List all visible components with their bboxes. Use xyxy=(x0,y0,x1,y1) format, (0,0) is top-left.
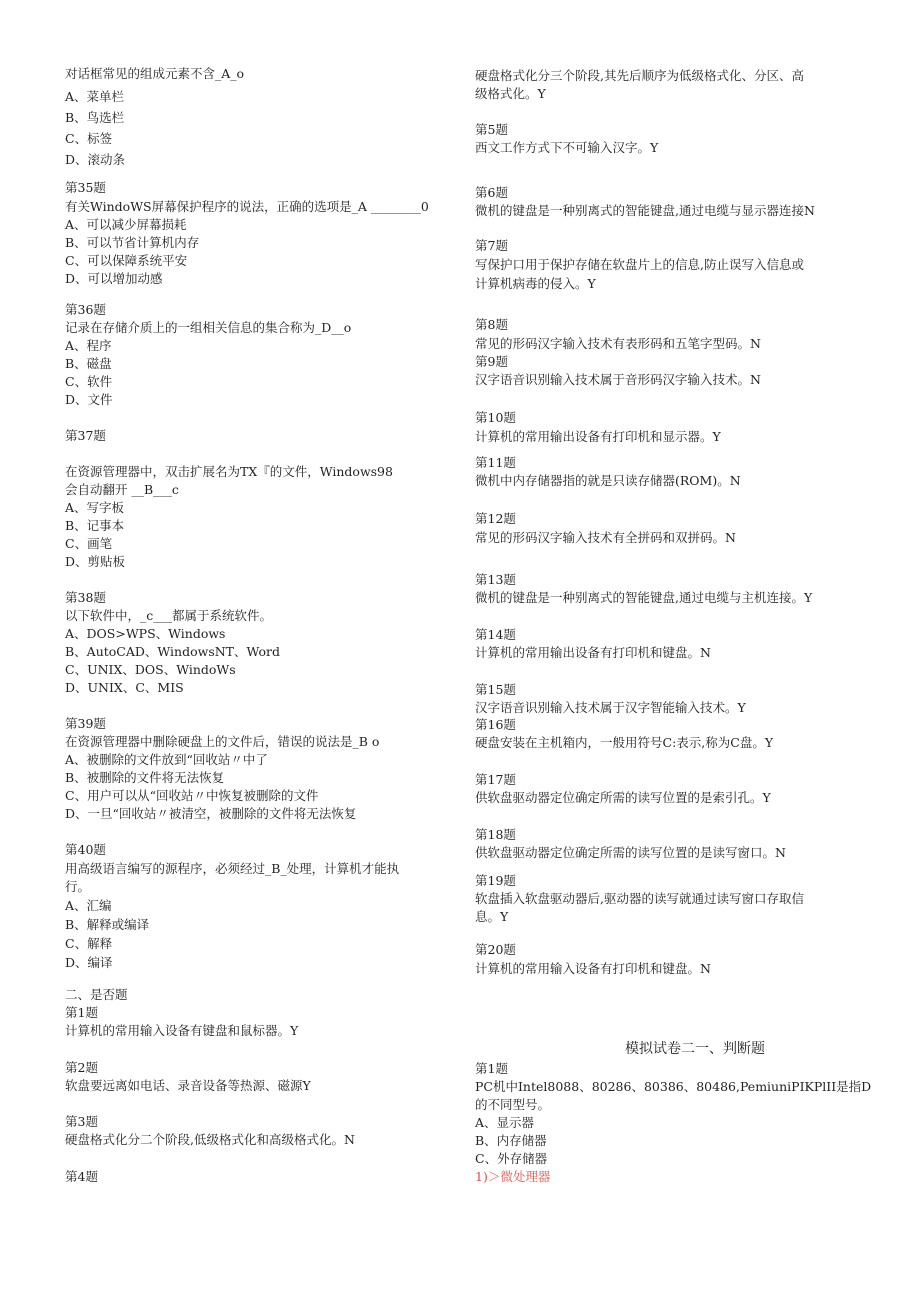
option-b: B、鸟选栏 xyxy=(65,110,125,125)
option-d: 1)＞微处理器 xyxy=(475,1169,551,1184)
question-stem: 有关WindoWS屏幕保护程序的说法，正确的选项是_A ________0 xyxy=(65,199,429,214)
question-stem: 用高级语言编写的源程序，必须经过_B_处理，计算机才能执 xyxy=(65,861,400,876)
question-stem: 常见的形码汉字输入技术有全拼码和双拼码。N xyxy=(475,530,736,545)
question-stem: 微机的键盘是一种别离式的智能键盘,通过电缆与主机连接。Y xyxy=(475,590,813,605)
option-b: B、解释或编译 xyxy=(65,917,150,932)
question-stem: 在资源管理器中，双击扩展名为TX『的文件，Windows98 xyxy=(65,464,393,479)
question-number: 第17题 xyxy=(475,772,516,787)
question-stem: 供软盘驱动器定位确定所需的读写位置的是索引孔。Y xyxy=(475,790,771,805)
question-stem: 计算机的常用输入设备有键盘和鼠标器。Y xyxy=(65,1023,299,1038)
question-stem: 软盘插入软盘驱动器后,驱动器的读写就通过读写窗口存取信 xyxy=(475,891,804,906)
option-d: D、剪贴板 xyxy=(65,554,126,569)
option-c: C、软件 xyxy=(65,374,113,389)
question-number: 第20题 xyxy=(475,942,516,957)
option-a: A、被删除的文件放到“回收站〃中了 xyxy=(65,752,268,767)
option-d: D、滚动条 xyxy=(65,152,126,167)
question-number: 第39题 xyxy=(65,716,106,731)
question-stem: 汉字语音识别输入技术属于音形码汉字输入技术。N xyxy=(475,372,761,387)
question-number: 第3题 xyxy=(65,1114,98,1129)
option-c: C、用户可以从“回收站〃中恢复被删除的文件 xyxy=(65,788,319,803)
option-c: C、可以保障系统平安 xyxy=(65,253,188,268)
question-stem: 硬盘格式化分二个阶段,低级格式化和高级格式化。N xyxy=(65,1132,355,1147)
question-number: 第6题 xyxy=(475,185,508,200)
question-stem: 常见的形码汉字输入技术有表形码和五笔字型码。N xyxy=(475,336,761,351)
question-stem: 供软盘驱动器定位确定所需的读写位置的是读写窗口。N xyxy=(475,845,786,860)
question-number: 第36题 xyxy=(65,302,106,317)
option-d: D、一旦“回收站〃被清空，被删除的文件将无法恢复 xyxy=(65,806,357,821)
question-stem: 西文工作方式下不可输入汉字。Y xyxy=(475,140,659,155)
question-number: 第1题 xyxy=(65,1005,98,1020)
question-stem-cont: 级格式化。Y xyxy=(475,86,546,101)
option-b: B、磁盘 xyxy=(65,356,112,371)
section-heading: 二、是否题 xyxy=(65,987,128,1002)
question-stem: 汉字语音识别输入技术属于汉字智能输入技术。Y xyxy=(475,700,746,715)
question-stem: 硬盘格式化分三个阶段,其先后顺序为低级格式化、分区、高 xyxy=(475,68,804,83)
question-stem: 微机中内存储器指的就是只读存储器(ROM)。N xyxy=(475,473,741,488)
option-a: A、菜单栏 xyxy=(65,89,125,104)
option-a: A、汇编 xyxy=(65,898,112,913)
question-number: 第37题 xyxy=(65,428,106,443)
question-number: 第2题 xyxy=(65,1060,98,1075)
question-stem: 硬盘安装在主机箱内，一般用符号C:表示,称为C盘。Y xyxy=(475,735,774,750)
question-stem: 记录在存储介质上的一组相关信息的集合称为_D__o xyxy=(65,320,352,335)
question-number: 第19题 xyxy=(475,873,516,888)
question-stem-cont: 息。Y xyxy=(475,909,509,924)
question-number: 第5题 xyxy=(475,122,508,137)
option-d: D、可以增加动感 xyxy=(65,271,163,286)
option-d: D、编译 xyxy=(65,955,113,970)
option-a: A、程序 xyxy=(65,338,112,353)
question-stem: 以下软件中，_c___都属于系统软件。 xyxy=(65,608,273,623)
option-a: A、显示器 xyxy=(475,1115,535,1130)
option-b: B、被删除的文件将无法恢复 xyxy=(65,770,225,785)
question-stem-cont: 计算机病毒的侵入。Y xyxy=(475,276,596,291)
option-c: C、标签 xyxy=(65,131,113,146)
question-stem: PC机中Intel8088、80286、80386、80486,PemiuniPIKPlII是指D xyxy=(475,1079,872,1094)
question-number: 第4题 xyxy=(65,1169,98,1184)
option-b: B、记事本 xyxy=(65,518,125,533)
question-number: 第16题 xyxy=(475,717,516,732)
question-number: 第18题 xyxy=(475,827,516,842)
question-number: 第1题 xyxy=(475,1061,508,1076)
exam-section-title: 模拟试卷二一、判断题 xyxy=(625,1041,765,1057)
question-number: 第14题 xyxy=(475,627,516,642)
question-number: 第15题 xyxy=(475,682,516,697)
question-number: 第38题 xyxy=(65,590,106,605)
question-number: 第35题 xyxy=(65,180,106,195)
question-stem: 在资源管理器中删除硬盘上的文件后，错误的说法是_B o xyxy=(65,734,380,749)
question-stem: 对话框常见的组成元素不含_A_o xyxy=(65,66,245,81)
question-number: 第7题 xyxy=(475,238,508,253)
option-a: A、可以减少屏幕损耗 xyxy=(65,217,187,232)
question-number: 第11题 xyxy=(475,455,516,470)
question-number: 第13题 xyxy=(475,572,516,587)
question-stem-cont: 会自动翻开 __B___c xyxy=(65,482,179,497)
option-a: A、写字板 xyxy=(65,500,125,515)
question-number: 第10题 xyxy=(475,410,516,425)
option-c: C、画笔 xyxy=(65,536,113,551)
question-stem: 软盘要远离如电话、录音设备等热源、磁源Y xyxy=(65,1078,311,1093)
question-stem-cont: 的不同型号。 xyxy=(475,1097,551,1112)
question-stem-cont: 行。 xyxy=(65,879,91,894)
option-c: C、外存储器 xyxy=(475,1151,548,1166)
option-d: D、文件 xyxy=(65,392,113,407)
option-b: B、内存储器 xyxy=(475,1133,547,1148)
question-stem: 计算机的常用输出设备有打印机和键盘。N xyxy=(475,645,711,660)
question-stem: 写保护口用于保护存储在软盘片上的信息,防止误写入信息或 xyxy=(475,257,804,272)
question-number: 第9题 xyxy=(475,354,508,369)
option-b: B、AutoCAD、WindowsNT、Word xyxy=(65,644,281,659)
option-b: B、可以节省计算机内存 xyxy=(65,235,200,250)
question-number: 第12题 xyxy=(475,511,516,526)
question-stem: 微机的键盘是一种别离式的智能键盘,通过电缆与显示器连接N xyxy=(475,203,815,218)
question-number: 第40题 xyxy=(65,842,106,857)
option-c: C、UNIX、DOS、WindoWs xyxy=(65,662,236,677)
option-c: C、解释 xyxy=(65,936,113,951)
question-stem: 计算机的常用输入设备有打印机和键盘。N xyxy=(475,961,711,976)
question-stem: 计算机的常用输出设备有打印机和显示器。Y xyxy=(475,429,721,444)
question-number: 第8题 xyxy=(475,317,508,332)
option-d: D、UNIX、C、MIS xyxy=(65,680,184,695)
option-a: A、DOS>WPS、Windows xyxy=(65,626,226,641)
